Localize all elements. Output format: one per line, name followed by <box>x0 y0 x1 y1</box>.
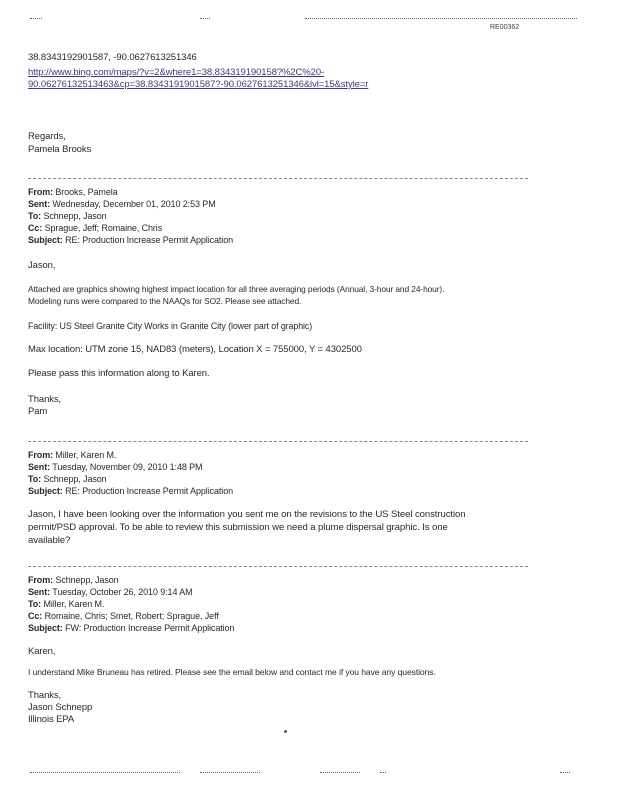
email3-from <box>28 575 119 587</box>
email1-para-line1: Attached are graphics showing highest impact location for all three averaging periods (Annual, 3-hour and 24-hour). <box>28 284 445 294</box>
cc-label: Cc: <box>28 611 43 621</box>
sent-value: Tuesday, October 26, 2010 9:14 AM <box>52 587 193 597</box>
to-label: To: <box>28 211 42 221</box>
sent-value: Wednesday, December 01, 2010 2:53 PM <box>52 199 216 209</box>
scan-speck <box>284 730 287 733</box>
email2-to <box>28 474 107 486</box>
subject-label: Subject: <box>28 486 63 496</box>
scan-artifact-top <box>30 18 42 19</box>
cc-value: Romaine, Chris; Smet, Robert; Sprague, Jeff <box>44 611 219 621</box>
email3-cc <box>28 611 219 623</box>
to-value: Schnepp, Jason <box>43 474 107 484</box>
coords-text: 38.8343192901587, -90.0627613251346 <box>28 52 197 63</box>
email1-facility: Facility: US Steel Granite City Works in Granite City (lower part of graphic) <box>28 321 313 331</box>
sent-label: Sent: <box>28 462 51 472</box>
email2-body-line3: available? <box>28 535 71 546</box>
to-label: To: <box>28 474 42 484</box>
email-separator <box>28 178 528 179</box>
from-label: From: <box>28 575 53 585</box>
email1-max-location: Max location: UTM zone 15, NAD83 (meters), Location X = 755000, Y = 4302500 <box>28 344 362 355</box>
scan-artifact-bottom <box>200 772 260 773</box>
email1-signature: Pam <box>28 406 48 417</box>
email3-thanks: Thanks, <box>28 690 62 701</box>
from-value: Schnepp, Jason <box>55 575 119 585</box>
email2-body-line1: Jason, I have been looking over the information you sent me on the revisions to the US Steel construction <box>28 509 466 520</box>
email3-body: I understand Mike Bruneau has retired. Please see the email below and contact me if you have any questions. <box>28 667 436 677</box>
scan-artifact-top <box>200 18 210 19</box>
regards-text: Regards, <box>28 131 66 142</box>
cc-label: Cc: <box>28 223 43 233</box>
to-value: Schnepp, Jason <box>43 211 107 221</box>
email2-body-line2: permit/PSD approval. To be able to review this submission we need a plume dispersal graphic. Is one <box>28 522 448 533</box>
scan-artifact-top <box>305 18 577 19</box>
to-label: To: <box>28 599 42 609</box>
email1-cc <box>28 223 162 235</box>
email-separator <box>28 441 528 442</box>
sent-value: Tuesday, November 09, 2010 1:48 PM <box>52 462 203 472</box>
email3-sent <box>28 587 193 599</box>
email1-to <box>28 211 107 223</box>
email1-thanks: Thanks, <box>28 394 62 405</box>
email1-subject <box>28 235 233 247</box>
email3-salutation: Karen, <box>28 646 56 657</box>
subject-label: Subject: <box>28 623 63 633</box>
email1-from <box>28 187 118 199</box>
map-link-line1[interactable]: http://www.bing.com/maps/?v=2&where1=38.834319190158?%2C%20- <box>28 67 325 78</box>
to-value: Miller, Karen M. <box>43 599 105 609</box>
from-value: Miller, Karen M. <box>55 450 117 460</box>
email2-subject <box>28 486 233 498</box>
map-link-line2[interactable]: 90.06276132513463&cp=38.8343191901587?-90.0627613251346&lvl=15&style=r <box>28 79 369 90</box>
from-label: From: <box>28 450 53 460</box>
subject-label: Subject: <box>28 235 63 245</box>
regards-name: Pamela Brooks <box>28 144 92 155</box>
scan-artifact-bottom <box>380 772 386 773</box>
scan-artifact-bottom <box>320 772 360 773</box>
subject-value: RE: Production Increase Permit Application <box>65 486 234 496</box>
scan-artifact-bottom <box>30 772 180 773</box>
email1-pass-on: Please pass this information along to Karen. <box>28 368 210 379</box>
sent-label: Sent: <box>28 199 51 209</box>
sent-label: Sent: <box>28 587 51 597</box>
from-value: Brooks, Pamela <box>55 187 118 197</box>
email1-salutation: Jason, <box>28 260 56 271</box>
email3-to <box>28 599 104 611</box>
email3-signature-name: Jason Schnepp <box>28 702 93 713</box>
subject-value: RE: Production Increase Permit Application <box>65 235 234 245</box>
email2-sent <box>28 462 202 474</box>
page-id: RE00362 <box>490 24 520 31</box>
email3-signature-org: Illinois EPA <box>28 714 75 725</box>
scan-artifact-bottom <box>560 772 570 773</box>
subject-value: FW: Production Increase Permit Application <box>65 623 235 633</box>
email1-para-line2: Modeling runs were compared to the NAAQs for SO2. Please see attached. <box>28 296 302 306</box>
cc-value: Sprague, Jeff; Romaine, Chris <box>44 223 163 233</box>
from-label: From: <box>28 187 53 197</box>
email1-sent <box>28 199 216 211</box>
email-separator <box>28 566 528 567</box>
email2-from <box>28 450 116 462</box>
email3-subject <box>28 623 234 635</box>
